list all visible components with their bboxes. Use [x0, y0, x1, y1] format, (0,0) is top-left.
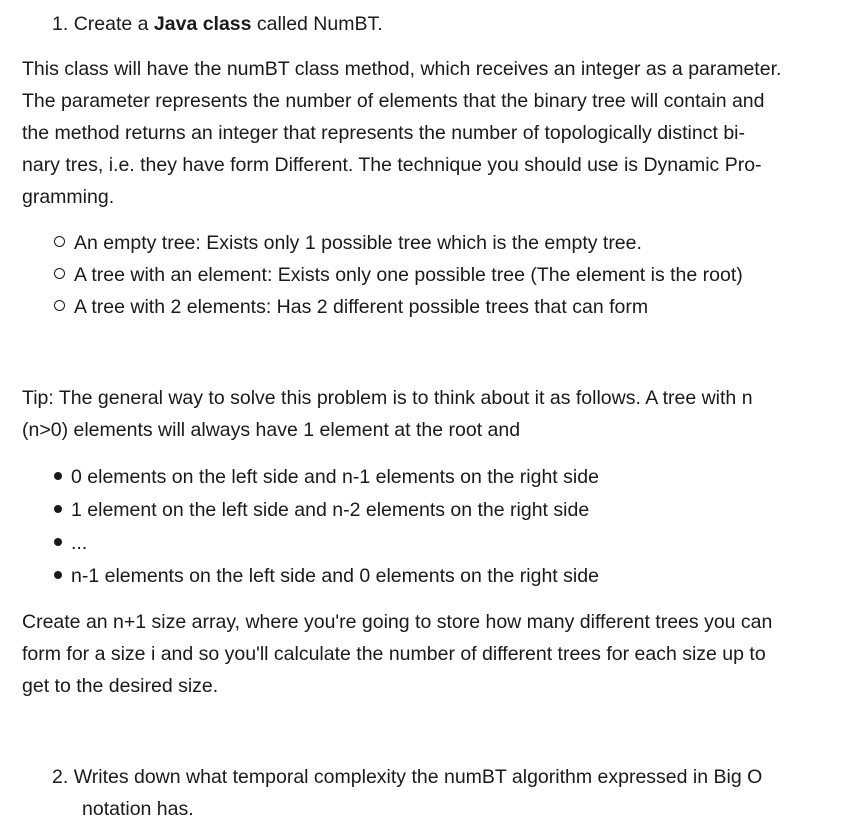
question-1-bold: Java class	[153, 13, 252, 35]
paragraph-line: the method returns an integer that represents the number of topologically distinct bi-	[22, 122, 745, 144]
question-2-text: Writes down what temporal complexity the numBT algorithm expressed in Big O	[73, 766, 763, 788]
paragraph-line: This class will have the numBT class method, which receives an integer as a parameter.	[22, 58, 782, 80]
list-item: ...	[54, 527, 87, 559]
circle-bullet-icon	[54, 236, 65, 247]
question-1	[52, 8, 383, 40]
paragraph-line: Tip: The general way to solve this problem is to think about it as follows. A tree with n	[22, 387, 753, 409]
paragraph-line: form for a size i and so you'll calculate the number of different trees for each size up to	[22, 643, 766, 665]
dot-bullet-icon	[54, 571, 62, 579]
list-item: n-1 elements on the left side and 0 elements on the right side	[54, 560, 599, 592]
list-item: A tree with 2 elements: Has 2 different possible trees that can form	[54, 291, 648, 323]
dot-bullet-icon	[54, 538, 62, 546]
question-2-number: 2.	[52, 766, 69, 788]
circle-bullet-icon	[54, 300, 65, 311]
list-item: 1 element on the left side and n-2 elements on the right side	[54, 494, 589, 526]
dot-bullet-icon	[54, 505, 62, 513]
paragraph-line: get to the desired size.	[22, 675, 219, 697]
paragraph-line: The parameter represents the number of elements that the binary tree will contain and	[22, 90, 765, 112]
dot-bullet-icon	[54, 472, 62, 480]
paragraph-line: nary tres, i.e. they have form Different. The technique you should use is Dynamic Pro-	[22, 154, 762, 176]
paragraph-line: Create an n+1 size array, where you're going to store how many different trees you can	[22, 611, 773, 633]
paragraph-line: (n>0) elements will always have 1 element at the root and	[22, 419, 521, 441]
paragraph-line: gramming.	[22, 186, 115, 208]
circle-bullet-icon	[54, 268, 65, 279]
question-1-text-pre: Create a	[73, 13, 154, 35]
list-item: 0 elements on the left side and n-1 elements on the right side	[54, 461, 599, 493]
question-1-text-post: called NumBT.	[251, 13, 383, 35]
list-item: A tree with an element: Exists only one possible tree (The element is the root)	[54, 259, 743, 291]
question-2-text-cont: notation has.	[82, 798, 194, 820]
question-1-number: 1.	[52, 13, 69, 35]
list-item: An empty tree: Exists only 1 possible tree which is the empty tree.	[54, 227, 642, 259]
